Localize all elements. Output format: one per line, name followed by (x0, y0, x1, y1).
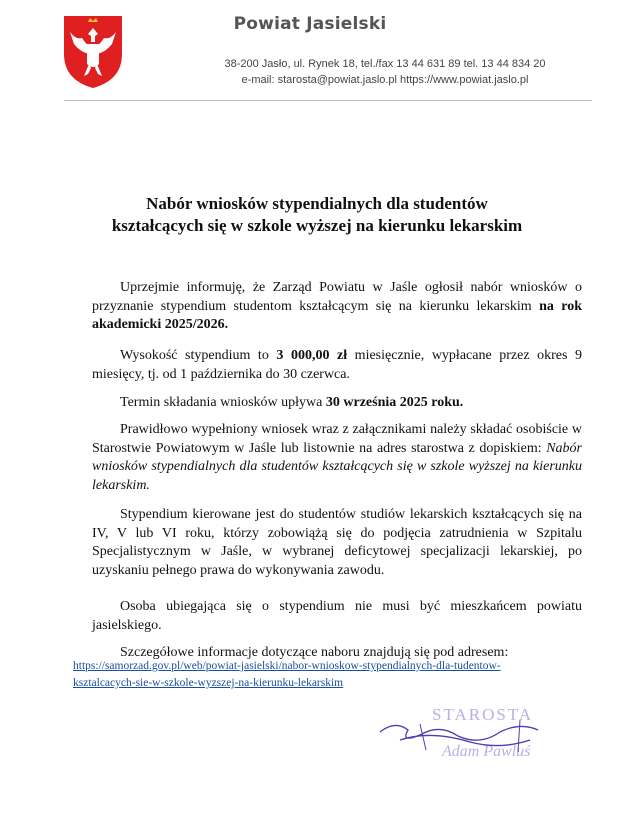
submission-text: Prawidłowo wypełniony wniosek wraz z załącznikami należy składać osobiście w Starostwie Powiatowym w Jaśle lub listownie na adres starostwa z dopiskiem: (92, 422, 582, 456)
document-title (50, 193, 584, 237)
contact-line: e-mail: starosta@powiat.jaslo.pl https://www.powiat.jaslo.pl (241, 74, 529, 86)
header-divider (64, 100, 592, 101)
deadline-date: 30 września 2025 roku. (325, 395, 464, 410)
stamp-title: STAROSTA (432, 705, 534, 724)
title-line-2: kształcących się w szkole wyższej na kierunku lekarskim (111, 216, 523, 235)
stamp-name: Adam Pawluś (442, 743, 531, 760)
org-name: Powiat Jasielski (233, 14, 387, 34)
address-line: 38-200 Jasło, ul. Rynek 18, tel./fax 13 44 631 89 tel. 13 44 834 20 (224, 58, 546, 70)
coat-of-arms-icon (62, 14, 124, 90)
paragraph-residency: Osoba ubiegająca się o stypendium nie musi być mieszkańcem powiatu jasielskiego. (92, 599, 582, 633)
amount-text-a: Wysokość stypendium to (120, 348, 277, 363)
details-link-line-2[interactable]: ksztalcacych-sie-w-szkole-wyzszej-na-kierunku-lekarskim (73, 677, 344, 689)
signature-stamp (360, 700, 580, 780)
academic-year: na rok akademicki 2025/2026. (92, 298, 582, 332)
paragraph-intro (92, 279, 582, 335)
deadline-text: Termin składania wniosków upływa (120, 395, 326, 410)
details-link-line-1[interactable]: https://samorzad.gov.pl/web/powiat-jasielski/nabor-wnioskow-stypendialnych-dla-tudentow- (73, 660, 501, 672)
title-line-1: Nabór wniosków stypendialnych dla studentów (146, 194, 488, 213)
paragraph-deadline (92, 394, 582, 413)
paragraph-submission (92, 421, 582, 495)
paragraph-eligibility: Stypendium kierowane jest do studentów studiów lekarskich kształcących się na IV, V lub VI roku, którzy zobowiążą się do podjęcia zatrudnienia w Szpitalu Specjalistycznym w Jaśle, w wybranej deficytowej specjalizacji lekarskiej, po uzyskaniu pełnego prawa do wykonywania zawodu. (92, 507, 582, 578)
envelope-note: Nabór wniosków stypendialnych dla studentów kształcących się w szkole wyższej na kierunku lekarskim. (92, 440, 582, 493)
paragraph-details: Szczegółowe informacje dotyczące naboru znajdują się pod adresem: (120, 645, 509, 660)
paragraph-amount (92, 347, 582, 384)
paragraph-intro-text: Uprzejmie informuję, że Zarząd Powiatu w Jaśle ogłosił nabór wniosków o przyznanie stypendium studentom kształcącym się na kierunku lekarskim (92, 280, 582, 314)
amount-text-b: miesięcznie, wypłacane przez okres 9 miesięcy, tj. od 1 października do 30 czerwca. (92, 348, 582, 382)
stipend-amount: 3 000,00 zł (276, 348, 348, 363)
